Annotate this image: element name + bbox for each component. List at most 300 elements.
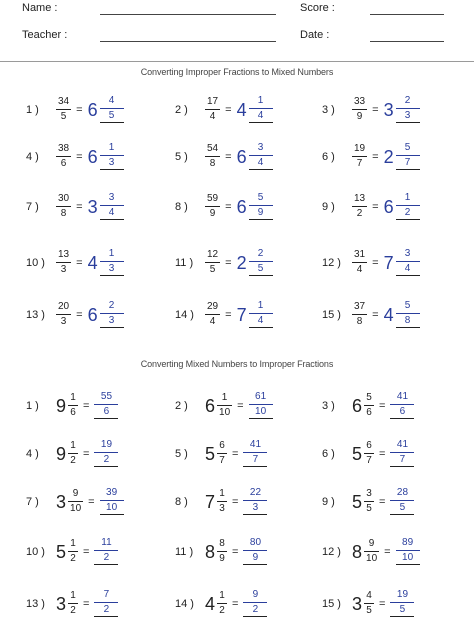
answer-numerator: 41 <box>396 391 409 402</box>
fraction-bar <box>249 155 273 156</box>
fraction-bar <box>100 155 124 156</box>
question-numerator: 12 <box>207 249 219 260</box>
problem-number: 11 ) <box>175 256 194 269</box>
problem-number: 9 ) <box>322 200 335 213</box>
answer-whole-number: 6 <box>383 196 394 217</box>
question-denominator: 3 <box>60 316 67 327</box>
question-whole-number: 6 <box>352 395 363 416</box>
equals-sign: = <box>88 495 95 508</box>
fraction-bar <box>205 156 220 157</box>
question-whole-number: 6 <box>205 395 216 416</box>
answer-denominator: 10 <box>396 553 420 565</box>
question-denominator: 5 <box>60 111 67 122</box>
question-numerator: 6 <box>366 440 372 451</box>
problem-number: 13 ) <box>26 308 45 321</box>
problem-number: 1 ) <box>26 399 39 412</box>
answer-fraction[interactable] <box>100 96 124 123</box>
question-fraction <box>352 250 367 275</box>
answer-denominator: 2 <box>94 455 118 467</box>
fraction-bar <box>56 314 71 315</box>
problem-item <box>322 249 420 276</box>
question-fraction <box>352 194 367 219</box>
answer-numerator: 19 <box>396 589 409 600</box>
problem-number: 6 ) <box>322 447 335 460</box>
question-denominator: 5 <box>209 264 216 275</box>
problem-item <box>175 538 267 565</box>
question-denominator: 9 <box>356 111 363 122</box>
problem-item <box>26 96 124 123</box>
answer-numerator: 1 <box>108 248 115 259</box>
equals-sign: = <box>76 256 83 269</box>
problem-number: 10 ) <box>26 256 45 269</box>
question-denominator: 10 <box>366 553 378 564</box>
equals-sign: = <box>232 495 239 508</box>
answer-numerator: 28 <box>396 487 409 498</box>
question-whole-number: 3 <box>56 491 67 512</box>
problem-item <box>175 249 273 276</box>
fraction-bar <box>205 262 220 263</box>
answer-numerator: 3 <box>404 248 411 259</box>
answer-denominator: 6 <box>390 407 414 419</box>
fraction-bar <box>249 108 273 109</box>
problem-item <box>26 392 118 419</box>
answer-numerator: 80 <box>249 537 262 548</box>
fraction-bar <box>352 314 367 315</box>
question-denominator: 2 <box>219 605 225 616</box>
answer-fraction[interactable] <box>94 440 118 467</box>
problem-number: 2 ) <box>175 103 188 116</box>
fraction-bar <box>396 261 420 262</box>
question-denominator: 8 <box>356 316 363 327</box>
equals-sign: = <box>225 256 232 269</box>
answer-denominator: 3 <box>100 316 124 328</box>
equals-sign: = <box>83 447 90 460</box>
question-fraction <box>56 144 71 169</box>
question-numerator: 38 <box>58 143 70 154</box>
equals-sign: = <box>379 447 386 460</box>
problem-number: 14 ) <box>175 597 194 610</box>
equals-sign: = <box>372 256 379 269</box>
question-whole-number: 3 <box>56 593 67 614</box>
answer-denominator: 2 <box>243 605 267 617</box>
problem-number: 12 ) <box>322 545 341 558</box>
equals-sign: = <box>237 399 244 412</box>
answer-denominator: 3 <box>396 111 420 123</box>
question-fraction <box>352 144 367 169</box>
answer-fraction[interactable] <box>396 538 420 565</box>
fraction-bar <box>364 501 374 502</box>
fraction-bar <box>352 206 367 207</box>
equals-sign: = <box>225 200 232 213</box>
answer-whole-number: 3 <box>87 196 98 217</box>
answer-denominator: 4 <box>249 316 273 328</box>
equals-sign: = <box>225 150 232 163</box>
problem-item <box>175 96 273 123</box>
question-denominator: 7 <box>356 158 363 169</box>
answer-whole-number: 6 <box>236 146 247 167</box>
answer-whole-number: 6 <box>87 304 98 325</box>
fraction-bar <box>217 453 227 454</box>
question-whole-number: 3 <box>352 593 363 614</box>
fraction-bar <box>205 314 220 315</box>
answer-whole-number: 6 <box>87 146 98 167</box>
question-fraction <box>364 539 379 564</box>
answer-denominator: 5 <box>390 503 414 515</box>
problem-number: 12 ) <box>322 256 341 269</box>
question-numerator: 54 <box>207 143 219 154</box>
problem-item <box>175 143 273 170</box>
problem-number: 8 ) <box>175 495 188 508</box>
question-denominator: 8 <box>60 208 67 219</box>
problem-item <box>26 488 124 515</box>
answer-numerator: 5 <box>257 192 264 203</box>
answer-numerator: 1 <box>257 300 264 311</box>
question-numerator: 1 <box>219 488 225 499</box>
answer-fraction[interactable] <box>249 96 273 123</box>
equals-sign: = <box>76 200 83 213</box>
problem-number: 4 ) <box>26 447 39 460</box>
problem-item <box>322 193 420 220</box>
answer-numerator: 61 <box>255 391 267 402</box>
answer-denominator: 6 <box>94 407 118 419</box>
question-denominator: 2 <box>70 455 76 466</box>
equals-sign: = <box>379 399 386 412</box>
answer-denominator: 8 <box>396 316 420 328</box>
question-denominator: 10 <box>219 407 231 418</box>
answer-fraction[interactable] <box>100 301 124 328</box>
question-fraction <box>205 302 220 327</box>
fraction-bar <box>352 156 367 157</box>
question-whole-number: 5 <box>352 491 363 512</box>
equals-sign: = <box>232 545 239 558</box>
question-fraction <box>205 97 220 122</box>
equals-sign: = <box>384 545 391 558</box>
problem-number: 7 ) <box>26 200 39 213</box>
equals-sign: = <box>379 597 386 610</box>
question-fraction <box>68 591 78 616</box>
answer-fraction[interactable] <box>94 538 118 565</box>
score-field-line[interactable] <box>370 14 444 15</box>
question-numerator: 59 <box>207 193 219 204</box>
equals-sign: = <box>83 597 90 610</box>
question-fraction <box>364 441 374 466</box>
answer-numerator: 11 <box>101 537 112 548</box>
answer-fraction[interactable] <box>390 440 414 467</box>
answer-denominator: 3 <box>100 158 124 170</box>
fraction-bar <box>217 551 227 552</box>
answer-fraction[interactable] <box>249 143 273 170</box>
answer-numerator: 1 <box>257 95 264 106</box>
question-fraction <box>205 144 220 169</box>
problem-item <box>26 301 124 328</box>
question-fraction <box>56 194 71 219</box>
answer-numerator: 22 <box>249 487 262 498</box>
equals-sign: = <box>76 150 83 163</box>
equals-sign: = <box>372 308 379 321</box>
answer-denominator: 5 <box>390 605 414 617</box>
fraction-bar <box>56 262 71 263</box>
answer-whole-number: 2 <box>236 252 247 273</box>
fraction-bar <box>396 313 420 314</box>
question-fraction <box>205 194 220 219</box>
answer-denominator: 4 <box>100 208 124 220</box>
equals-sign: = <box>83 545 90 558</box>
problem-item <box>175 301 273 328</box>
equals-sign: = <box>372 150 379 163</box>
answer-fraction[interactable] <box>243 488 267 515</box>
question-numerator: 4 <box>366 590 372 601</box>
answer-fraction[interactable] <box>94 590 118 617</box>
answer-fraction[interactable] <box>243 538 267 565</box>
fraction-bar <box>94 404 118 405</box>
answer-fraction[interactable] <box>396 301 420 328</box>
question-denominator: 2 <box>356 208 363 219</box>
answer-whole-number: 4 <box>87 252 98 273</box>
problem-number: 14 ) <box>175 308 194 321</box>
fraction-bar <box>390 404 414 405</box>
answer-fraction[interactable] <box>249 193 273 220</box>
question-denominator: 6 <box>60 158 67 169</box>
fraction-bar <box>243 500 267 501</box>
question-whole-number: 5 <box>205 443 216 464</box>
answer-fraction[interactable] <box>100 193 124 220</box>
equals-sign: = <box>372 103 379 116</box>
answer-denominator: 4 <box>249 111 273 123</box>
question-denominator: 5 <box>366 503 372 514</box>
problem-number: 7 ) <box>26 495 39 508</box>
answer-whole-number: 7 <box>236 304 247 325</box>
equals-sign: = <box>372 200 379 213</box>
fraction-bar <box>68 453 78 454</box>
section1-title: Converting Improper Fractions to Mixed Numbers <box>140 67 334 77</box>
question-denominator: 3 <box>219 503 225 514</box>
fraction-bar <box>56 109 71 110</box>
fraction-bar <box>100 205 124 206</box>
answer-numerator: 3 <box>108 192 115 203</box>
fraction-bar <box>243 550 267 551</box>
date-label: Date : <box>300 29 330 41</box>
question-fraction <box>217 591 227 616</box>
question-numerator: 3 <box>366 488 372 499</box>
fraction-bar <box>396 155 420 156</box>
equals-sign: = <box>232 597 239 610</box>
question-fraction <box>68 539 78 564</box>
question-numerator: 37 <box>354 301 366 312</box>
fraction-bar <box>205 206 220 207</box>
teacher-label: Teacher : <box>22 29 68 41</box>
question-fraction <box>68 489 83 514</box>
answer-fraction[interactable] <box>100 488 124 515</box>
problem-number: 11 ) <box>175 545 194 558</box>
answer-denominator: 5 <box>100 111 124 123</box>
question-denominator: 6 <box>70 407 76 418</box>
answer-whole-number: 4 <box>236 99 247 120</box>
answer-fraction[interactable] <box>100 143 124 170</box>
answer-fraction[interactable] <box>249 392 273 419</box>
answer-fraction[interactable] <box>396 143 420 170</box>
problem-item <box>26 143 124 170</box>
problem-item <box>322 301 420 328</box>
question-denominator: 8 <box>209 158 216 169</box>
question-denominator: 4 <box>209 316 216 327</box>
answer-fraction[interactable] <box>100 249 124 276</box>
question-whole-number: 8 <box>205 541 216 562</box>
equals-sign: = <box>76 103 83 116</box>
answer-fraction[interactable] <box>390 392 414 419</box>
answer-denominator: 10 <box>100 503 124 515</box>
equals-sign: = <box>379 495 386 508</box>
answer-numerator: 41 <box>249 439 262 450</box>
question-fraction <box>68 393 78 418</box>
fraction-bar <box>94 602 118 603</box>
question-numerator: 9 <box>72 488 79 499</box>
question-denominator: 9 <box>209 208 216 219</box>
answer-denominator: 10 <box>249 407 273 419</box>
problem-item <box>175 193 273 220</box>
answer-denominator: 9 <box>249 208 273 220</box>
answer-fraction[interactable] <box>396 249 420 276</box>
question-numerator: 13 <box>354 193 366 204</box>
fraction-bar <box>249 261 273 262</box>
question-denominator: 7 <box>219 455 225 466</box>
answer-fraction[interactable] <box>390 590 414 617</box>
answer-fraction[interactable] <box>94 392 118 419</box>
name-field-line[interactable] <box>100 14 276 15</box>
question-denominator: 6 <box>366 407 372 418</box>
question-fraction <box>205 250 220 275</box>
question-numerator: 17 <box>207 96 219 107</box>
score-label: Score : <box>300 2 335 14</box>
answer-fraction[interactable] <box>243 440 267 467</box>
question-denominator: 4 <box>356 264 363 275</box>
fraction-bar <box>94 550 118 551</box>
fraction-bar <box>364 453 374 454</box>
answer-denominator: 7 <box>390 455 414 467</box>
answer-whole-number: 6 <box>87 99 98 120</box>
question-numerator: 9 <box>368 538 375 549</box>
question-whole-number: 4 <box>205 593 216 614</box>
answer-numerator: 7 <box>103 589 110 600</box>
question-numerator: 13 <box>58 249 70 260</box>
answer-numerator: 2 <box>257 248 264 259</box>
fraction-bar <box>352 109 367 110</box>
header-divider <box>0 61 474 62</box>
question-whole-number: 9 <box>56 395 67 416</box>
answer-numerator: 3 <box>257 142 264 153</box>
fraction-bar <box>68 603 78 604</box>
question-denominator: 2 <box>70 605 76 616</box>
answer-denominator: 2 <box>94 553 118 565</box>
problem-item <box>322 96 420 123</box>
question-numerator: 19 <box>354 143 366 154</box>
equals-sign: = <box>225 103 232 116</box>
answer-numerator: 4 <box>108 95 115 106</box>
answer-fraction[interactable] <box>249 249 273 276</box>
answer-numerator: 19 <box>100 439 113 450</box>
answer-whole-number: 2 <box>383 146 394 167</box>
question-numerator: 1 <box>219 590 225 601</box>
teacher-field-line[interactable] <box>100 41 276 42</box>
fraction-bar <box>243 452 267 453</box>
answer-whole-number: 4 <box>383 304 394 325</box>
question-fraction <box>217 489 227 514</box>
equals-sign: = <box>225 308 232 321</box>
question-numerator: 33 <box>354 96 366 107</box>
question-numerator: 1 <box>70 440 76 451</box>
problem-number: 4 ) <box>26 150 39 163</box>
question-fraction <box>352 97 367 122</box>
fraction-bar <box>68 551 78 552</box>
fraction-bar <box>68 405 78 406</box>
problem-number: 15 ) <box>322 597 341 610</box>
answer-fraction[interactable] <box>396 193 420 220</box>
problem-item <box>26 440 118 467</box>
question-numerator: 30 <box>58 193 70 204</box>
answer-numerator: 2 <box>404 95 411 106</box>
question-fraction <box>364 591 374 616</box>
fraction-bar <box>100 108 124 109</box>
answer-fraction[interactable] <box>243 590 267 617</box>
answer-denominator: 4 <box>396 264 420 276</box>
problem-item <box>175 392 273 419</box>
fraction-bar <box>100 500 124 501</box>
problem-item <box>322 440 414 467</box>
problem-item <box>26 249 124 276</box>
fraction-bar <box>249 404 273 405</box>
question-denominator: 10 <box>70 503 82 514</box>
question-numerator: 29 <box>207 301 219 312</box>
answer-fraction[interactable] <box>396 96 420 123</box>
answer-denominator: 2 <box>396 208 420 220</box>
problem-number: 5 ) <box>175 447 188 460</box>
answer-numerator: 39 <box>106 487 118 498</box>
problem-number: 13 ) <box>26 597 45 610</box>
question-numerator: 31 <box>354 249 366 260</box>
question-fraction <box>352 302 367 327</box>
answer-numerator: 1 <box>404 192 411 203</box>
answer-fraction[interactable] <box>390 488 414 515</box>
answer-denominator: 3 <box>100 264 124 276</box>
equals-sign: = <box>83 399 90 412</box>
question-numerator: 5 <box>366 392 372 403</box>
fraction-bar <box>100 261 124 262</box>
question-numerator: 6 <box>219 440 225 451</box>
fraction-bar <box>390 602 414 603</box>
answer-fraction[interactable] <box>249 301 273 328</box>
answer-numerator: 2 <box>108 300 115 311</box>
problem-item <box>175 590 267 617</box>
answer-denominator: 4 <box>249 158 273 170</box>
fraction-bar <box>390 452 414 453</box>
problem-item <box>175 488 267 515</box>
fraction-bar <box>352 262 367 263</box>
problem-number: 3 ) <box>322 103 335 116</box>
problem-number: 6 ) <box>322 150 335 163</box>
fraction-bar <box>396 205 420 206</box>
question-fraction <box>68 441 78 466</box>
problem-number: 10 ) <box>26 545 45 558</box>
answer-numerator: 1 <box>108 142 115 153</box>
fraction-bar <box>56 156 71 157</box>
fraction-bar <box>100 313 124 314</box>
answer-denominator: 5 <box>249 264 273 276</box>
date-field-line[interactable] <box>370 41 444 42</box>
name-label: Name : <box>22 2 58 14</box>
answer-denominator: 7 <box>243 455 267 467</box>
question-numerator: 1 <box>70 392 76 403</box>
question-fraction <box>56 97 71 122</box>
fraction-bar <box>217 501 227 502</box>
